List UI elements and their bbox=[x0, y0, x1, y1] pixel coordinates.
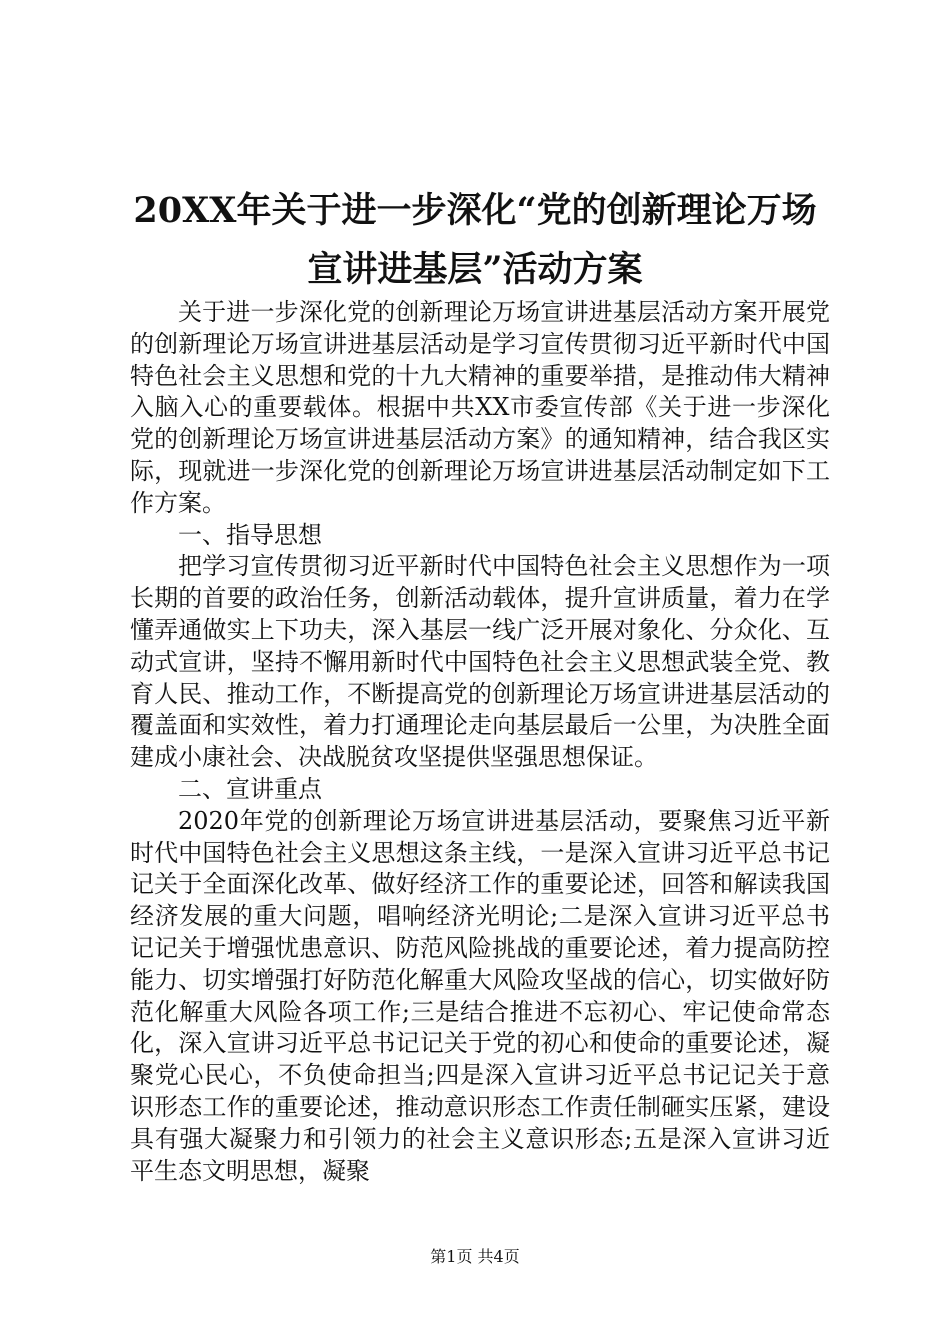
intro-paragraph: 关于进一步深化党的创新理论万场宣讲进基层活动方案开展党的创新理论万场宣讲进基层活动是学习宣传贯彻习近平新时代中国特色社会主义思想和党的十九大精神的重要举措，是推动伟大精神入脑入心的重要载体。根据中共XX市委宣传部《关于进一步深化党的创新理论万场宣讲进基层活动方案》的通知精神，结合我区实际，现就进一步深化党的创新理论万场宣讲进基层活动制定如下工作方案。 bbox=[130, 298, 830, 517]
document-body bbox=[130, 297, 830, 1187]
key-points-paragraph: 2020年党的创新理论万场宣讲进基层活动，要聚焦习近平新时代中国特色社会主义思想这条主线，一是深入宣讲习近平总书记记关于全面深化改革、做好经济工作的重要论述，回答和解读我国经济发展的重大问题，唱响经济光明论;二是深入宣讲习近平总书记记关于增强忧患意识、防范风险挑战的重要论述，着力提高防控能力、切实增强打好防范化解重大风险攻坚战的信心，切实做好防范化解重大风险各项工作;三是结合推进不忘初心、牢记使命常态化，深入宣讲习近平总书记记关于党的初心和使命的重要论述，凝聚党心民心，不负使命担当;四是深入宣讲习近平总书记记关于意识形态工作的重要论述，推动意识形态工作责任制砸实压紧，建设具有强大凝聚力和引领力的社会主义意识形态;五是深入宣讲习近平生态文明思想，凝聚 bbox=[130, 806, 830, 1185]
document-title-line-1: 20XX年关于进一步深化“党的创新理论万场 bbox=[133, 190, 817, 231]
guiding-thought-paragraph: 把学习宣传贯彻习近平新时代中国特色社会主义思想作为一项长期的首要的政治任务，创新活动载体，提升宣讲质量，着力在学懂弄通做实上下功夫，深入基层一线广泛开展对象化、分众化、互动式宣讲，坚持不懈用新时代中国特色社会主义思想武装全党、教育人民、推动工作，不断提高党的创新理论万场宣讲进基层活动的覆盖面和实效性，着力打通理论走向基层最后一公里，为决胜全面建成小康社会、决战脱贫攻坚提供坚强思想保证。 bbox=[130, 552, 830, 772]
section-heading-key-points: 二、宣讲重点 bbox=[178, 774, 322, 803]
page-footer: 第1页 共4页 bbox=[430, 1247, 520, 1266]
section-heading-guiding-thought: 一、指导思想 bbox=[178, 520, 322, 549]
document-title-line-2: 宣讲进基层”活动方案 bbox=[307, 249, 643, 290]
